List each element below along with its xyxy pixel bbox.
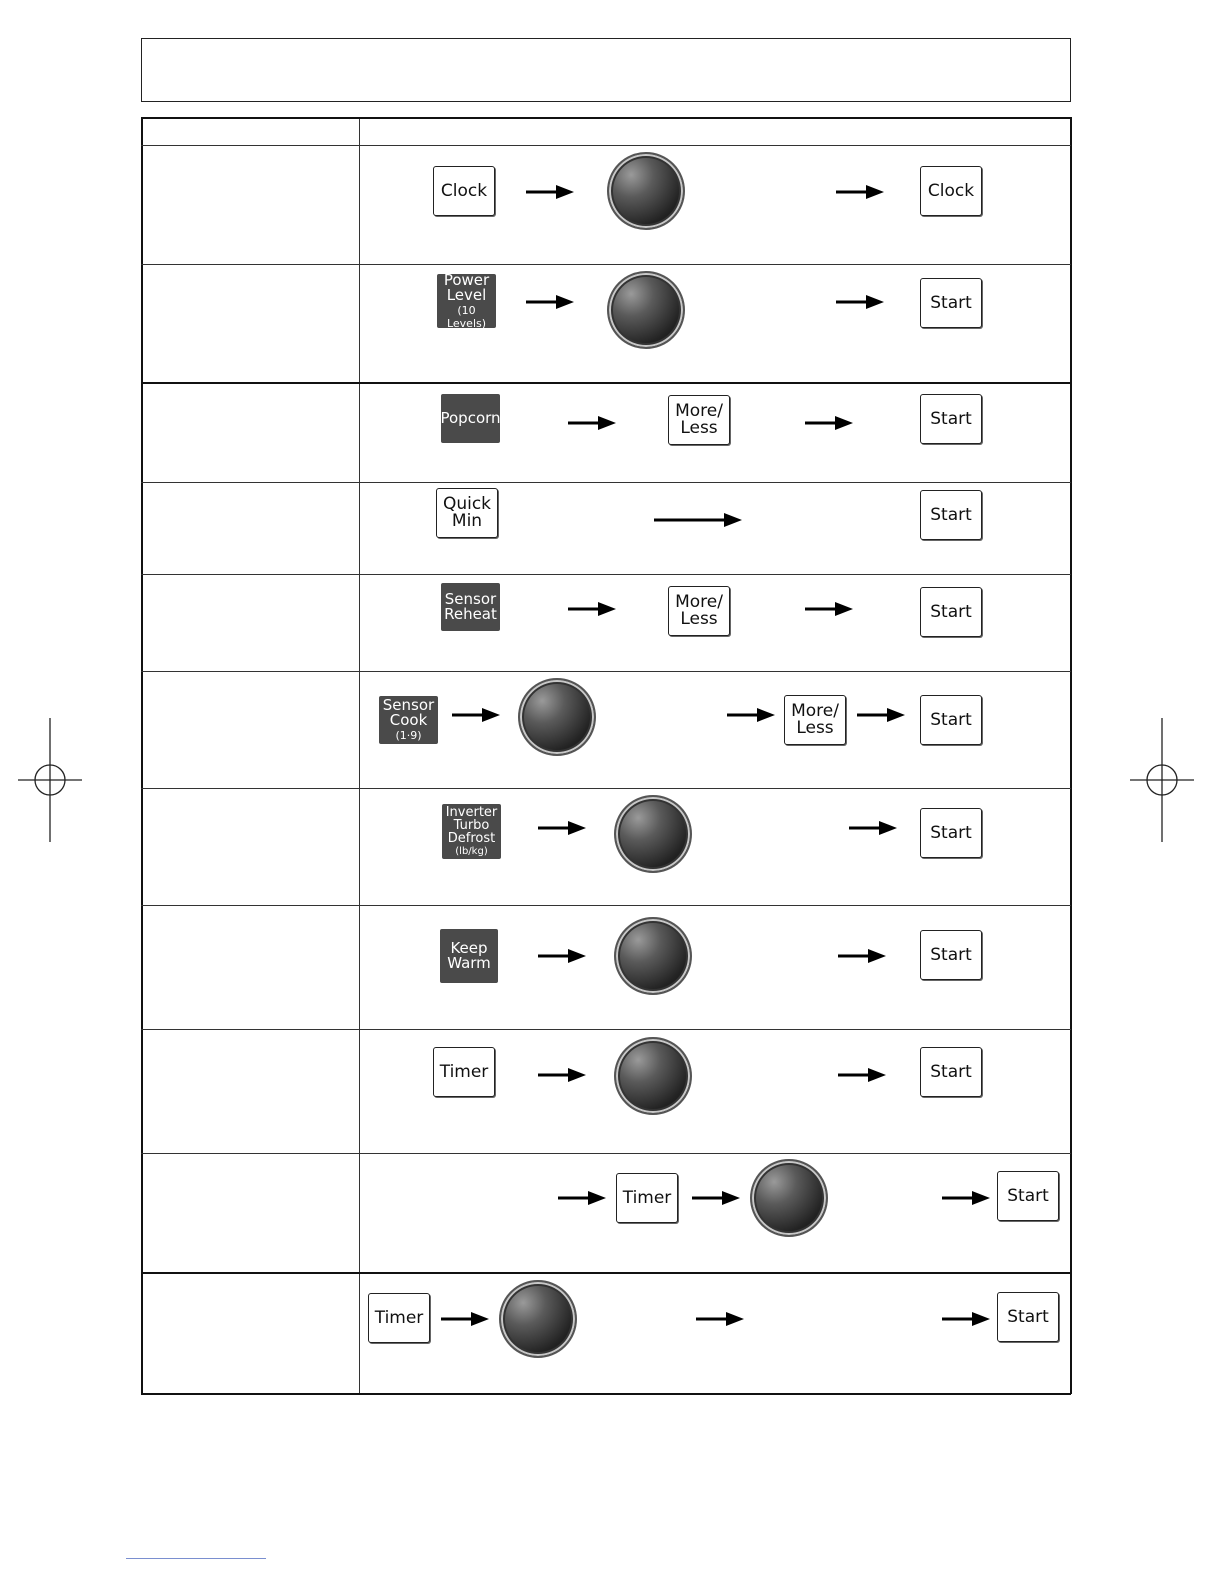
quick-min-key[interactable]: [436, 488, 498, 538]
inverter-turbo-defrost-key[interactable]: [442, 804, 501, 859]
start-key-label: Start: [930, 292, 972, 313]
table-header-divider: [141, 145, 1071, 146]
dial-knob-icon[interactable]: [614, 917, 692, 995]
more-less-key-label: More/ Less: [791, 701, 839, 738]
right-arrow-icon: [441, 1309, 489, 1329]
right-arrow-icon: [452, 705, 500, 725]
inverter-turbo-defrost-key-label: Inverter Turbo Defrost: [445, 805, 498, 846]
start-key[interactable]: [920, 930, 982, 980]
row-divider: [141, 482, 1071, 483]
dial-knob-icon[interactable]: [614, 795, 692, 873]
more-less-key[interactable]: [784, 695, 846, 745]
table-border-right: [1070, 117, 1072, 1394]
right-arrow-icon: [942, 1188, 990, 1208]
timer-key[interactable]: [616, 1173, 678, 1223]
right-arrow-icon: [568, 599, 616, 619]
start-key[interactable]: [920, 808, 982, 858]
row-divider: [141, 1153, 1071, 1154]
row-divider: [141, 264, 1071, 265]
right-arrow-icon: [805, 413, 853, 433]
dial-knob-icon[interactable]: [607, 152, 685, 230]
keep-warm-key-label: Keep Warm: [447, 939, 491, 972]
sensor-cook-key-label: Sensor Cook: [382, 696, 435, 729]
row-divider: [141, 574, 1071, 575]
right-arrow-icon: [942, 1309, 990, 1329]
table-bottom-border: [141, 1393, 1071, 1395]
row-divider: [141, 788, 1071, 789]
start-key-label: Start: [930, 1061, 972, 1082]
right-arrow-icon: [692, 1188, 740, 1208]
more-less-key[interactable]: [668, 586, 730, 636]
right-arrow-icon: [849, 818, 897, 838]
start-key[interactable]: [920, 490, 982, 540]
start-key[interactable]: [920, 394, 982, 444]
start-key[interactable]: [997, 1292, 1059, 1342]
start-key-label: Start: [930, 709, 972, 730]
start-key-label: Start: [1007, 1185, 1049, 1206]
power-level-key-sublabel: (10 Levels): [446, 303, 487, 330]
inverter-turbo-defrost-key-sublabel: (lb/kg): [455, 846, 488, 857]
dial-knob-icon[interactable]: [607, 271, 685, 349]
start-key-label: Start: [930, 408, 972, 429]
timer-key[interactable]: [368, 1293, 430, 1343]
right-arrow-icon: [838, 1065, 886, 1085]
right-arrow-icon: [654, 510, 742, 530]
start-key-label: Start: [930, 504, 972, 525]
keep-warm-key[interactable]: [440, 929, 498, 983]
start-key[interactable]: [920, 278, 982, 328]
popcorn-key[interactable]: [441, 394, 500, 443]
right-arrow-icon: [558, 1188, 606, 1208]
row-divider: [141, 1029, 1071, 1030]
dial-knob-icon[interactable]: [750, 1159, 828, 1237]
start-key[interactable]: [920, 695, 982, 745]
table-column-divider: [359, 117, 360, 1394]
popcorn-key-label: Popcorn: [440, 409, 501, 427]
row-divider: [141, 671, 1071, 672]
power-level-key-label: Power Level: [443, 270, 490, 304]
right-arrow-icon: [538, 946, 586, 966]
right-arrow-icon: [838, 946, 886, 966]
crosshair-registration-icon: [1130, 718, 1194, 842]
timer-key-label: Timer: [439, 1061, 489, 1082]
start-key-label: Start: [930, 944, 972, 965]
timer-key-label: Timer: [622, 1187, 672, 1208]
sensor-cook-key[interactable]: [379, 696, 438, 744]
right-arrow-icon: [538, 818, 586, 838]
right-arrow-icon: [836, 182, 884, 202]
row-divider: [141, 905, 1071, 906]
start-key[interactable]: [920, 587, 982, 637]
timer-key-label: Timer: [374, 1307, 424, 1328]
dial-knob-icon[interactable]: [499, 1280, 577, 1358]
more-less-key-label: More/ Less: [675, 592, 723, 629]
crosshair-registration-icon: [18, 718, 82, 842]
sensor-reheat-key-label: Sensor Reheat: [444, 590, 497, 623]
start-key-label: Start: [930, 601, 972, 622]
clock-key-label: Clock: [927, 180, 975, 201]
row-divider: [141, 1272, 1071, 1274]
start-key[interactable]: [920, 1047, 982, 1097]
sensor-reheat-key[interactable]: [441, 583, 500, 631]
timer-key[interactable]: [433, 1047, 495, 1097]
table-border-left: [141, 117, 143, 1394]
clock-key-label: Clock: [440, 180, 488, 201]
right-arrow-icon: [805, 599, 853, 619]
quick-min-key-label: Quick Min: [442, 494, 492, 531]
dial-knob-icon[interactable]: [614, 1037, 692, 1115]
more-less-key-label: More/ Less: [675, 401, 723, 438]
sensor-cook-key-sublabel: (1·9): [395, 729, 422, 742]
clock-key[interactable]: [920, 166, 982, 216]
start-key[interactable]: [997, 1171, 1059, 1221]
right-arrow-icon: [538, 1065, 586, 1085]
footer-rule: [126, 1558, 266, 1559]
start-key-label: Start: [1007, 1306, 1049, 1327]
right-arrow-icon: [526, 182, 574, 202]
right-arrow-icon: [857, 705, 905, 725]
right-arrow-icon: [727, 705, 775, 725]
table-top-border: [141, 117, 1071, 119]
right-arrow-icon: [526, 292, 574, 312]
dial-knob-icon[interactable]: [518, 678, 596, 756]
clock-key[interactable]: [433, 166, 495, 216]
power-level-key[interactable]: [437, 270, 496, 330]
right-arrow-icon: [836, 292, 884, 312]
right-arrow-icon: [696, 1309, 744, 1329]
more-less-key[interactable]: [668, 395, 730, 445]
start-key-label: Start: [930, 822, 972, 843]
header-box: [141, 38, 1071, 102]
right-arrow-icon: [568, 413, 616, 433]
row-divider: [141, 382, 1071, 384]
